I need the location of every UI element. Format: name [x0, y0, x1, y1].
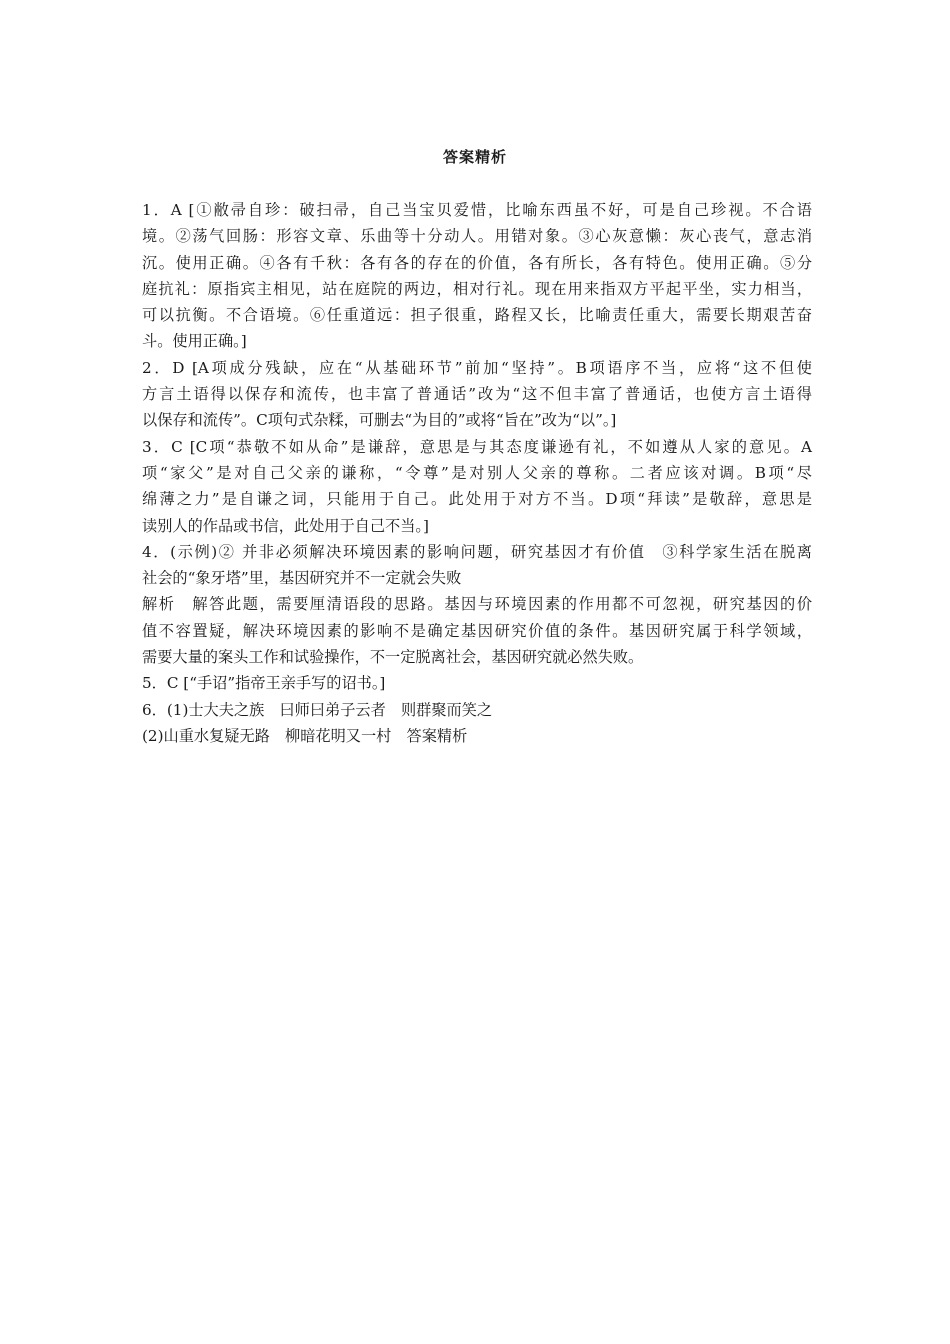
answer-content — [142, 197, 812, 749]
page-title: 答案精析 — [442, 148, 507, 166]
text-line: 5．C [“手诏”指帝王亲手写的诏书。] — [142, 674, 386, 693]
text-line: 斗。使用正确。] — [142, 332, 247, 351]
text-line: 4．(示例)② 并非必须解决环境因素的影响问题，研究基因才有价值 ③科学家生活在脱离 — [142, 542, 812, 561]
text-line: (2)山重水复疑无路 柳暗花明又一村 答案精析 — [142, 726, 468, 745]
text-line: 解析 解答此题，需要厘清语段的思路。基因与环境因素的作用都不可忽视，研究基因的价 — [142, 595, 812, 614]
text-line: 境。②荡气回肠：形容文章、乐曲等十分动人。用错对象。③心灰意懒：灰心丧气，意志消 — [142, 227, 812, 246]
text-line: 读别人的作品或书信，此处用于自己不当。] — [142, 516, 429, 535]
text-line: 以保存和流传”。C项句式杂糅，可删去“为目的”或将“旨在”改为“以”。] — [142, 411, 617, 430]
text-line: 6．(1)士大夫之族 曰师曰弟子云者 则群聚而笑之 — [142, 700, 493, 719]
text-line: 社会的“象牙塔”里，基因研究并不一定就会失败 — [142, 569, 462, 588]
text-line: 沉。使用正确。④各有千秋：各有各的存在的价值，各有所长，各有特色。使用正确。⑤分 — [142, 253, 812, 272]
text-line: 庭抗礼：原指宾主相见，站在庭院的两边，相对行礼。现在用来指双方平起平坐，实力相当， — [142, 279, 812, 298]
text-line: 绵薄之力”是自谦之词，只能用于自己。此处用于对方不当。D项“拜读”是敬辞，意思是 — [142, 490, 812, 509]
text-line: 需要大量的案头工作和试验操作，不一定脱离社会，基因研究就必然失败。 — [142, 648, 644, 667]
text-line: 3．C [C项“恭敬不如从命”是谦辞，意思是与其态度谦逊有礼，不如遵从人家的意见。A — [142, 437, 812, 456]
text-line: 可以抗衡。不合语境。⑥任重道远：担子很重，路程又长，比喻责任重大，需要长期艰苦奋 — [142, 306, 812, 325]
text-line: 2．D [A项成分残缺，应在“从基础环节”前加“坚持”。B项语序不当，应将“这不但使 — [142, 358, 812, 377]
text-line: 方言土语得以保存和流传，也丰富了普通话”改为“这不但丰富了普通话，也使方言土语得 — [142, 385, 812, 404]
text-line: 1．A [①敝帚自珍：破扫帚，自己当宝贝爱惜，比喻东西虽不好，可是自己珍视。不合语 — [142, 201, 812, 219]
text-line: 值不容置疑，解决环境因素的影响不是确定基因研究价值的条件。基因研究属于科学领域， — [142, 621, 812, 640]
text-line: 项“家父”是对自己父亲的谦称，“令尊”是对别人父亲的尊称。二者应该对调。B项“尽 — [142, 463, 812, 482]
